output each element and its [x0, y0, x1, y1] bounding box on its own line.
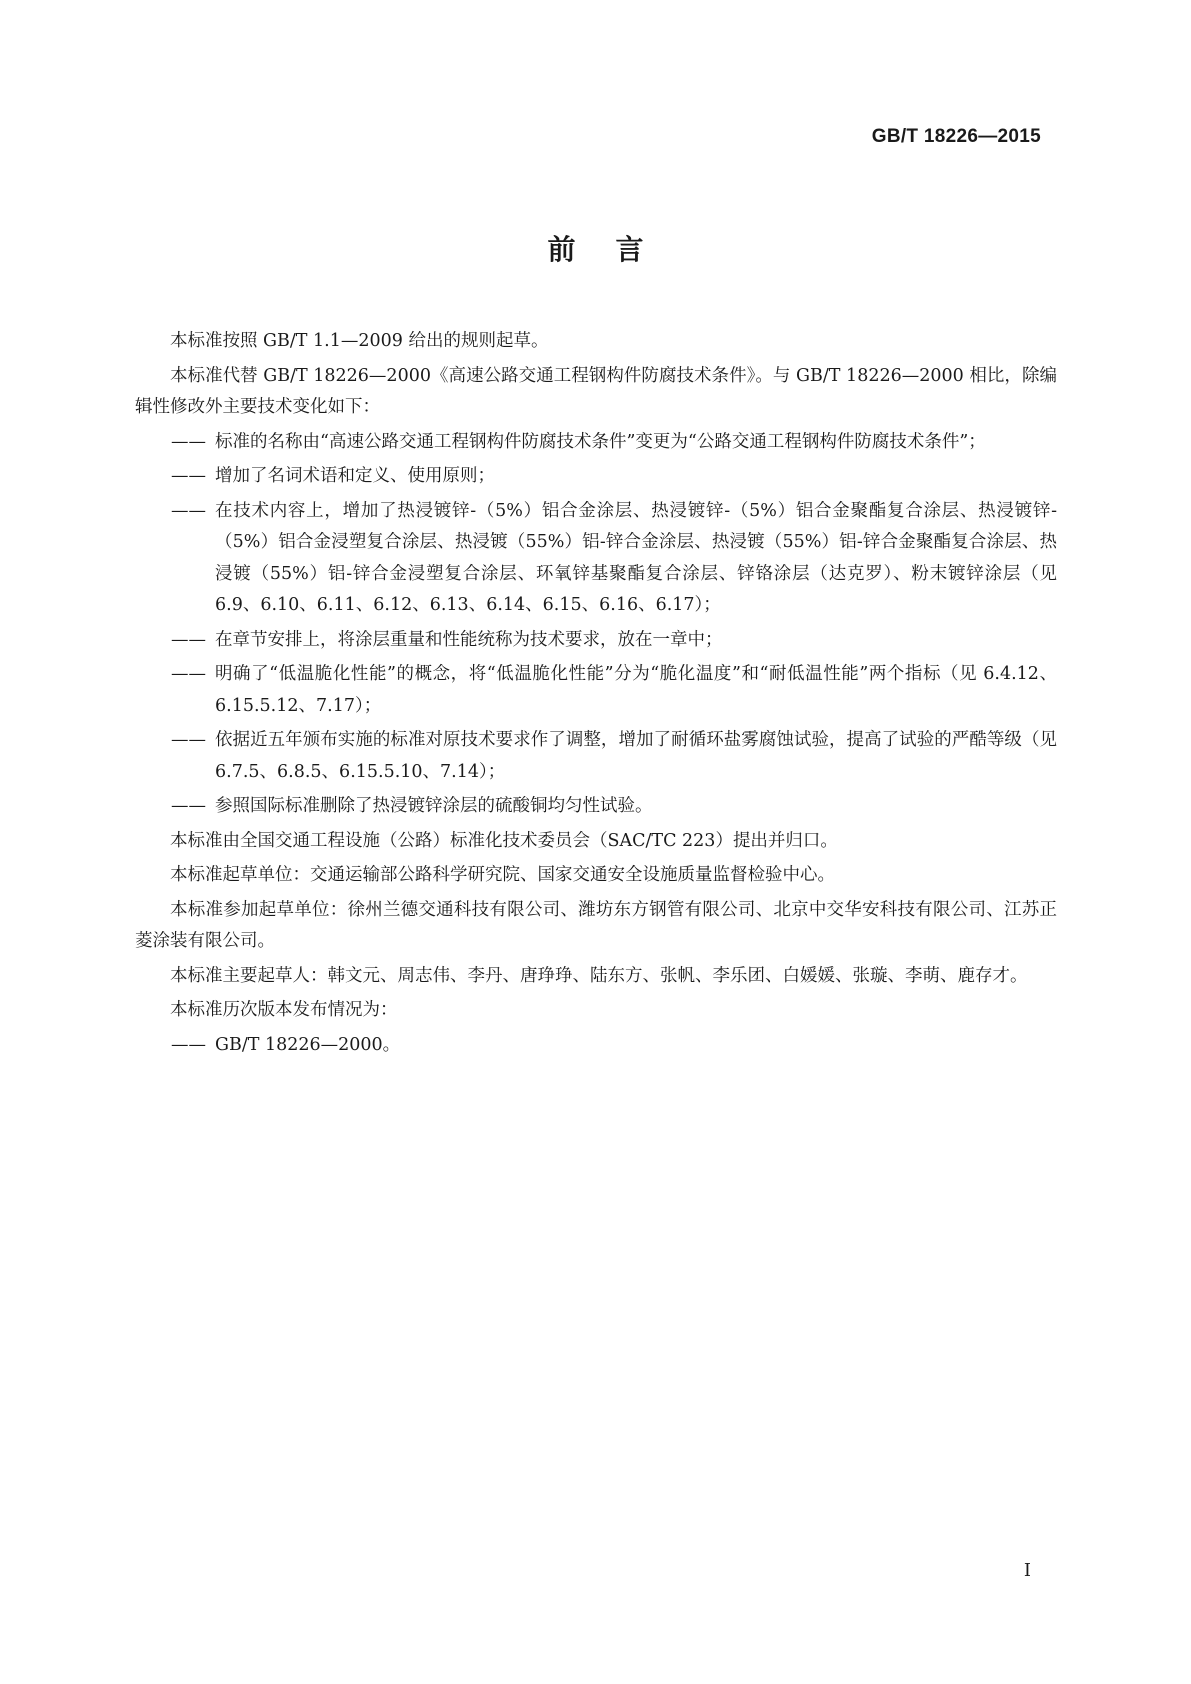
dash-marker: —— [171, 500, 206, 521]
change-item-text: 增加了名词术语和定义、使用原则； [215, 466, 495, 486]
history-item-text: GB/T 18226—2000。 [215, 1034, 401, 1055]
paragraph-participating-units: 本标准参加起草单位：徐州兰德交通科技有限公司、潍坊东方钢管有限公司、北京中交华安科技有限公司、江苏正菱涂装有限公司。 [135, 899, 1057, 951]
change-item [135, 427, 1057, 459]
dash-marker: —— [171, 730, 206, 750]
dash-marker: —— [171, 1034, 206, 1055]
change-item-text: 参照国际标准删除了热浸镀锌涂层的硫酸铜均匀性试验。 [215, 796, 653, 816]
dash-marker: —— [171, 431, 206, 452]
history-item [135, 1030, 1057, 1062]
change-item [135, 791, 1057, 823]
dash-marker: —— [171, 466, 206, 486]
page-title: 前言 [547, 233, 684, 266]
dash-marker: —— [171, 629, 206, 650]
change-item [135, 625, 1057, 657]
change-item [135, 496, 1057, 622]
foreword-body [135, 326, 1057, 1064]
change-item-text: 明确了“低温脆化性能”的概念，将“低温脆化性能”分为“脆化温度”和“耐低温性能”两个指标（见 6.4.12、6.15.5.12、7.17）； [215, 664, 1057, 716]
change-item-text: 在技术内容上，增加了热浸镀锌-（5%）铝合金涂层、热浸镀锌-（5%）铝合金聚酯复合涂层、热浸镀锌-（5%）铝合金浸塑复合涂层、热浸镀（55%）铝-锌合金涂层、热浸镀（55%）铝-锌合金聚酯复合涂层、热浸镀（55%）铝-锌合金浸塑复合涂层、环氧锌基聚酯复合涂层、锌铬涂层（达克罗）、粉末镀锌涂层（见 6.9、6.10、6.11、6.12、6.13、6.14、6.15、6.16、6.17）； [215, 500, 1057, 615]
paragraph-drafting-rules: 本标准按照 GB/T 1.1—2009 给出的规则起草。 [170, 331, 549, 351]
paragraph-drafting-units: 本标准起草单位：交通运输部公路科学研究院、国家交通安全设施质量监督检验中心。 [170, 865, 835, 885]
paragraph-drafters: 本标准主要起草人：韩文元、周志伟、李丹、唐琤琤、陆东方、张帆、李乐团、白媛媛、张璇、李萌、鹿存才。 [170, 965, 1028, 986]
change-item-text: 标准的名称由“高速公路交通工程钢构件防腐技术条件”变更为“公路交通工程钢构件防腐技术条件”； [215, 431, 986, 452]
dash-marker: —— [171, 664, 206, 684]
change-item [135, 659, 1057, 722]
change-item [135, 725, 1057, 788]
page-number: I [1023, 1560, 1031, 1581]
dash-marker: —— [171, 796, 206, 816]
change-item-text: 依据近五年颁布实施的标准对原技术要求作了调整，增加了耐循环盐雾腐蚀试验，提高了试验的严酷等级（见 6.7.5、6.8.5、6.15.5.10、7.14）； [215, 730, 1057, 782]
standard-code: GB/T 18226—2015 [871, 126, 1041, 147]
paragraph-proposer: 本标准由全国交通工程设施（公路）标准化技术委员会（SAC/TC 223）提出并归口。 [170, 830, 838, 851]
change-item [135, 461, 1057, 493]
paragraph-history: 本标准历次版本发布情况为： [170, 1000, 398, 1020]
paragraph-replacement: 本标准代替 GB/T 18226—2000《高速公路交通工程钢构件防腐技术条件》。与 GB/T 18226—2000 相比，除编辑性修改外主要技术变化如下： [135, 365, 1057, 417]
change-item-text: 在章节安排上，将涂层重量和性能统称为技术要求，放在一章中； [215, 629, 723, 650]
